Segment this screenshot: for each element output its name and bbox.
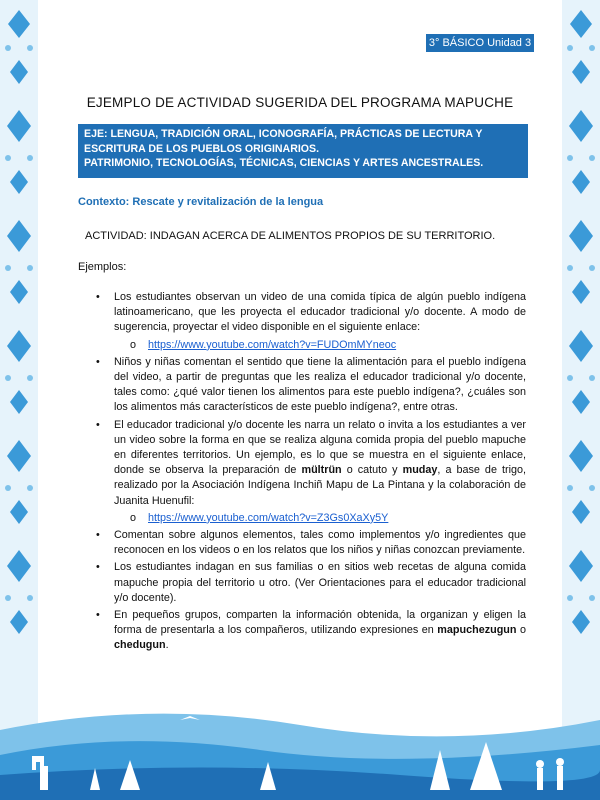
item-text: Los estudiantes observan un video de una comida típica de algún pueblo indígena latinoamericano, que les proyecta el educador tradicional y/o docente. A modo de sugerencia, proyectar el video disponible en el siguiente enlace: — [114, 291, 526, 334]
ejemplos-label: Ejemplos: — [78, 261, 127, 273]
eje-line-1: EJE: LENGUA, TRADICIÓN ORAL, ICONOGRAFÍA, PRÁCTICAS DE LECTURA Y ESCRITURA DE LOS PUEBLOS ORIGINARIOS. — [84, 128, 483, 155]
decorative-footer-landscape — [0, 690, 600, 800]
item-text: Los estudiantes indagan en sus familias o en sitios web recetas de alguna comida mapuche propia del territorio u otro. (Ver Orientaciones para el educador tradicional y/o docente). — [114, 561, 526, 604]
bullet-icon: • — [96, 529, 100, 542]
item-text-part: . — [165, 639, 169, 652]
page-title: EJEMPLO DE ACTIVIDAD SUGERIDA DEL PROGRAMA MAPUCHE — [86, 95, 514, 110]
grade-badge: 3° BÁSICO Unidad 3 — [426, 34, 534, 52]
actividad-heading: ACTIVIDAD: INDAGAN ACERCA DE ALIMENTOS PROPIOS DE SU TERRITORIO. — [85, 230, 496, 242]
list-item — [96, 418, 526, 509]
term-chedugun: chedugun — [114, 639, 166, 652]
eje-line-2: PATRIMONIO, TECNOLOGÍAS, TÉCNICAS, CIENCIAS Y ARTES ANCESTRALES. — [84, 157, 484, 169]
bullet-icon: • — [96, 355, 100, 368]
examples-list — [96, 290, 526, 656]
list-item — [96, 355, 526, 416]
decorative-border-left — [0, 0, 38, 800]
sub-list-item — [96, 511, 526, 526]
bullet-icon: • — [96, 291, 100, 303]
item-text: Comentan sobre algunos elementos, tales como implementos y/o ingredientes que reconocen en los videos o en los relatos que los niños y niñas conozcan previamente. — [114, 529, 526, 557]
circle-bullet-icon: o — [130, 338, 137, 351]
list-item — [96, 560, 526, 606]
video-link-2[interactable]: https://www.youtube.com/watch?v=Z3Gs0XaXy5Y — [148, 511, 389, 524]
list-item — [96, 608, 526, 654]
item-text: Niños y niñas comentan el sentido que tiene la alimentación para el pueblo indígena del video, a partir de preguntas que les realiza el educador tradicional y/o docente, tales como: ¿qué valor tienen los alimentos para este pueblo indígena?, ¿cuáles son los alimentos más característicos de este pueblo indígena?, entre otras. — [114, 355, 526, 414]
term-mapuchezugun: mapuchezugun — [437, 624, 517, 637]
eje-box — [78, 124, 528, 178]
list-item — [96, 528, 526, 558]
term-muday: muday — [402, 464, 438, 477]
item-text-part: o catuto y — [341, 464, 403, 477]
circle-bullet-icon: o — [130, 511, 137, 524]
bullet-icon: • — [96, 609, 100, 622]
item-text-part: , a base de trigo, realizado por la Asociación Indígena Inchiñ Mapu de La Pintana y la colaboración de Juanita Huenufil: — [114, 464, 526, 507]
video-link-1[interactable]: https://www.youtube.com/watch?v=FUDOmMYneoc — [148, 338, 397, 351]
item-text-part: El educador tradicional y/o docente les narra un relato o invita a los estudiantes a ver un video sobre la forma en que se realiza alguna comida propia del pueblo mapuche en diferentes territorios. Un ejemplo, es lo que se muestra en el siguiente enlace, donde se observa la preparación de — [114, 418, 526, 477]
contexto-heading: Contexto: Rescate y revitalización de la lengua — [78, 196, 324, 208]
item-text-part: En pequeños grupos, comparten la información obtenida, la organizan y eligen la forma de presentarla a los compañeros, utilizando expresiones en — [114, 609, 526, 637]
list-item — [96, 290, 526, 336]
item-text-part: o — [516, 624, 526, 637]
bullet-icon: • — [96, 418, 100, 431]
sub-list-item — [96, 338, 526, 353]
decorative-border-right — [562, 0, 600, 800]
bullet-icon: • — [96, 561, 100, 574]
term-multrun: mültrün — [301, 464, 342, 477]
